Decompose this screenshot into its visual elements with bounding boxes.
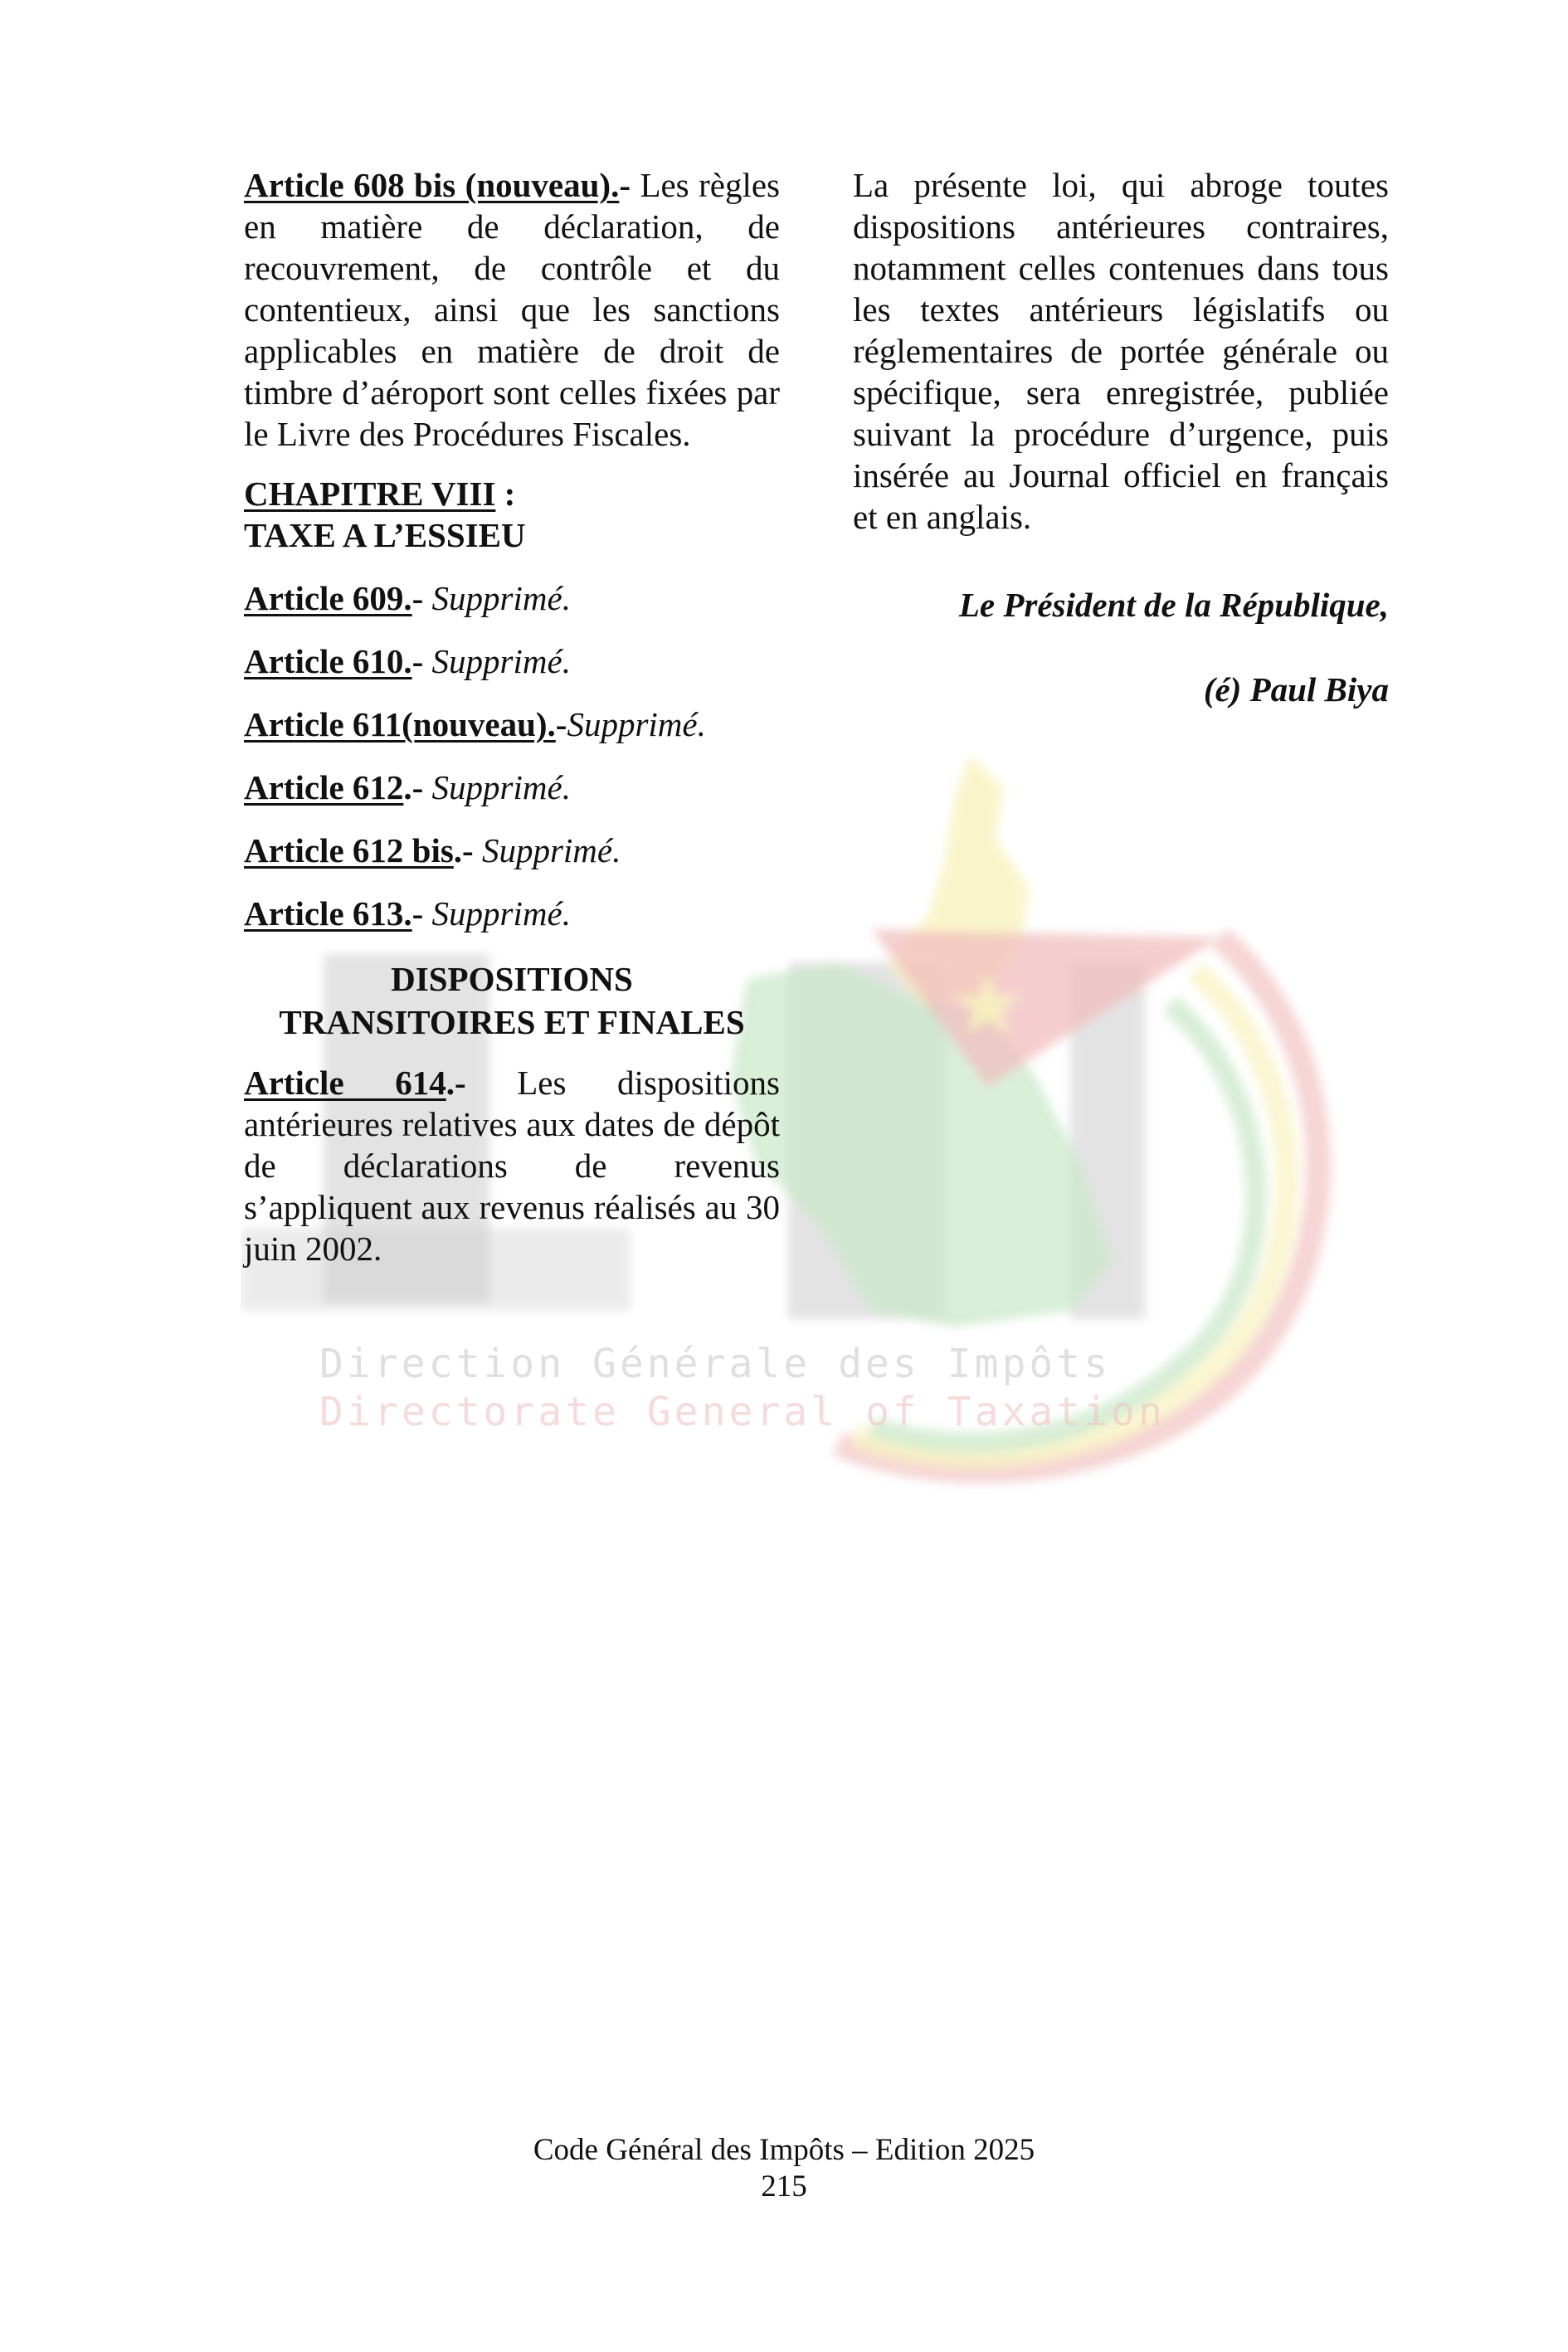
article-610-status: Supprimé. <box>423 642 571 680</box>
article-610-dash: - <box>411 642 424 680</box>
article-614 <box>244 1062 780 1269</box>
article-613-title: Article 613. <box>244 894 412 933</box>
chapter-separator: : <box>495 475 516 513</box>
signature-title: Le Président de la République, <box>958 586 1389 624</box>
article-612bis <box>244 830 780 873</box>
article-613 <box>244 893 780 936</box>
signature-name: (é) Paul Biya <box>1203 670 1389 709</box>
section-heading-line2: TRANSITOIRES ET FINALES <box>279 1003 745 1041</box>
article-608bis-dash: - <box>619 166 631 204</box>
article-609 <box>244 577 780 621</box>
watermark-text-en: Directorate General of Taxation <box>319 1389 1166 1435</box>
chapter-number-line <box>244 473 780 514</box>
article-609-dash: - <box>411 579 424 617</box>
article-613-status: Supprimé. <box>423 894 571 933</box>
page-number: 215 <box>761 2169 807 2203</box>
article-608bis-text: Les règles en matière de déclaration, de recouvrement, de contrôle et du contentieux, ainsi que les sanctions applicables en matière de droit de timbre d’aéroport sont celles fixées par le Livre des Procédures Fiscales. <box>244 166 780 453</box>
article-610 <box>244 640 780 684</box>
article-612-status: Supprimé. <box>423 768 571 806</box>
article-608bis-title: Article 608 bis (nouveau). <box>244 166 620 204</box>
article-612-dash: .- <box>403 768 424 806</box>
article-612bis-title: Article 612 bis <box>244 831 454 869</box>
article-612-title: Article 612 <box>244 768 404 806</box>
right-column <box>853 164 1389 710</box>
page-footer <box>0 2132 1568 2205</box>
watermark-text-fr: Direction Générale des Impôts <box>319 1341 1112 1387</box>
chapter-heading <box>244 473 780 556</box>
section-heading <box>244 957 780 1044</box>
article-614-dash: .- <box>446 1064 466 1102</box>
article-614-title: Article 614 <box>244 1064 446 1102</box>
footer-publication: Code Général des Impôts – Edition 2025 <box>533 2133 1035 2167</box>
article-610-title: Article 610. <box>244 642 412 680</box>
article-611-title: Article 611(nouveau). <box>244 705 556 743</box>
chapter-number: CHAPITRE VIII <box>244 475 496 513</box>
article-612 <box>244 767 780 810</box>
article-608bis <box>244 164 780 455</box>
section-heading-line1: DISPOSITIONS <box>391 960 633 998</box>
article-609-title: Article 609. <box>244 579 412 617</box>
article-614-text: Les dispositions antérieures relatives aux dates de dépôt de déclarations de revenus s’appliquent aux revenus réalisés au 30 juin 2002. <box>244 1064 780 1268</box>
chapter-name: TAXE A L’ESSIEU <box>244 516 526 554</box>
article-613-dash: - <box>411 894 424 933</box>
closing-paragraph: La présente loi, qui abroge toutes dispositions antérieures contraires, notamment celles contenues dans tous les textes antérieurs législatifs ou réglementaires de portée générale ou spécifique, sera enregistrée, publiée suivant la procédure d’urgence, puis insérée au Journal officiel en français et en anglais. <box>853 166 1389 536</box>
left-column <box>244 164 780 1269</box>
article-609-status: Supprimé. <box>423 579 571 617</box>
article-612bis-dash: .- <box>453 831 474 869</box>
article-611-dash: - <box>555 705 567 743</box>
article-612bis-status: Supprimé. <box>473 831 621 869</box>
article-611 <box>244 704 780 747</box>
article-611-status: Supprimé. <box>567 705 706 743</box>
